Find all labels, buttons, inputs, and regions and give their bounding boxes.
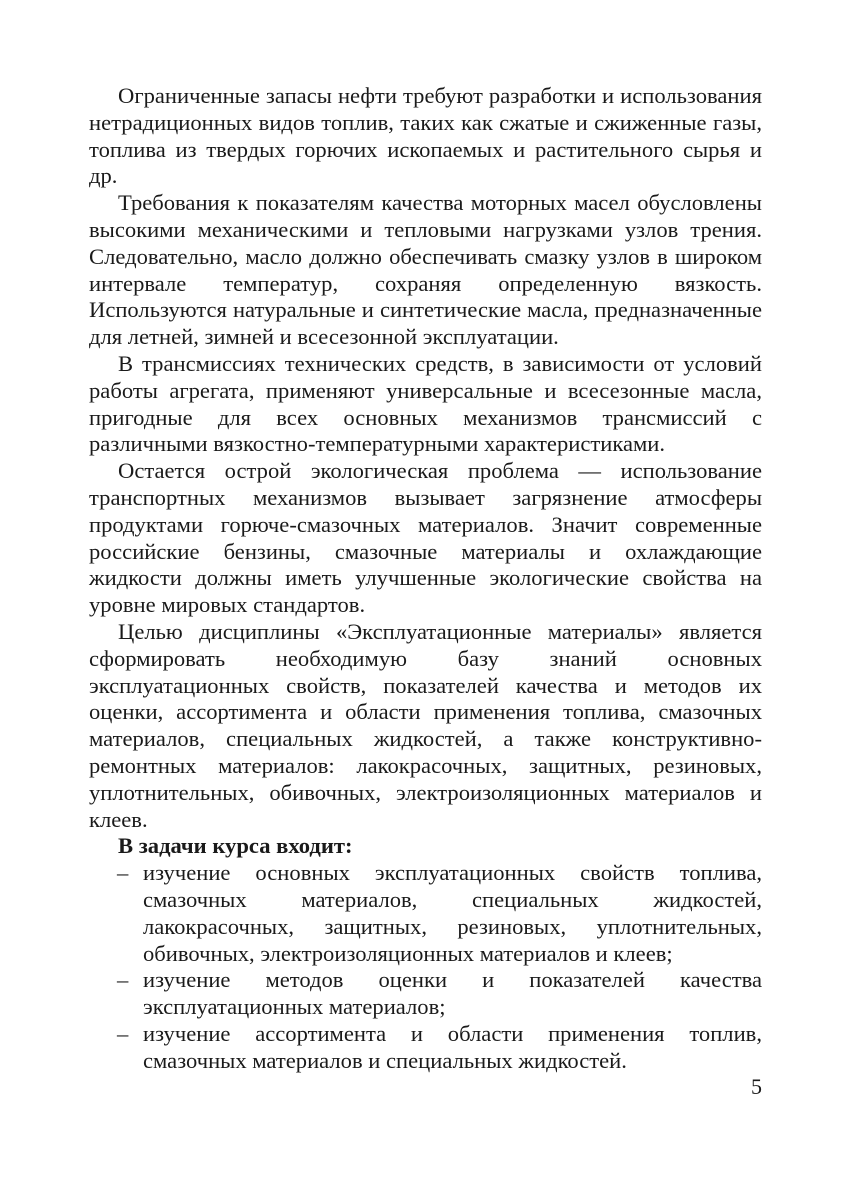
paragraph-discipline-goal: Целью дисциплины «Эксплуатационные материалы» является сформировать необходимую базу знаний основных эксплуатационных свойств, показателей качества и методов их оценки, ассортимента и области применения топлива, смазочных материалов, специальных жидкостей, а также конструктивно-ремонтных материалов: лакокрасочных, защитных, резиновых, уплотнительных, обивочных, электроизоляционных материалов и клеев. [89, 618, 762, 832]
paragraph-unconventional-fuels: Ограниченные запасы нефти требуют разработки и использования нетрадиционных видов топлив, таких как сжатые и сжиженные газы, топлива из твердых горючих ископаемых и растительного сырья и др. [89, 83, 762, 189]
list-dash: – [117, 860, 129, 886]
page-number: 5 [751, 1074, 762, 1099]
list-item-text: изучение методов оценки и показателей качества эксплуатационных материалов; [143, 967, 762, 1020]
list-item [89, 1021, 762, 1075]
paragraph-motor-oils: Требования к показателям качества моторных масел обусловлены высокими механическими и тепловыми нагрузками узлов трения. Следовательно, масло должно обеспечивать смазку узлов в широком интервале температур, сохраняя определенную вязкость. Используются натуральные и синтетические масла, предназначенные для летней, зимней и всесезонной эксплуатации. [89, 190, 762, 350]
course-tasks-heading: В задачи курса входит: [118, 833, 353, 859]
list-item-text: изучение основных эксплуатационных свойств топлива, смазочных материалов, специальных жидкостей, лакокрасочных, защитных, резиновых, уплотнительных, обивочных, электроизоляционных материалов и клеев; [143, 860, 762, 966]
list-dash: – [117, 1020, 129, 1046]
list-item [89, 967, 762, 1021]
course-tasks-list [89, 860, 762, 1074]
list-dash: – [117, 967, 129, 993]
page-body [89, 83, 762, 1074]
paragraph-transmission-oils: В трансмиссиях технических средств, в зависимости от условий работы агрегата, применяют универсальные и всесезонные масла, пригодные для всех основных механизмов трансмиссий с различными вязкостно-температурными характеристиками. [89, 350, 762, 457]
list-item-text: изучение ассортимента и области применения топлив, смазочных материалов и специальных жидкостей. [143, 1020, 762, 1073]
list-item [89, 860, 762, 967]
paragraph-ecology: Остается острой экологическая проблема — использование транспортных механизмов вызывает загрязнение атмосферы продуктами горюче-смазочных материалов. Значит современные российские бензины, смазочные материалы и охлаждающие жидкости должны иметь улучшенные экологические свойства на уровне мировых стандартов. [89, 458, 762, 618]
